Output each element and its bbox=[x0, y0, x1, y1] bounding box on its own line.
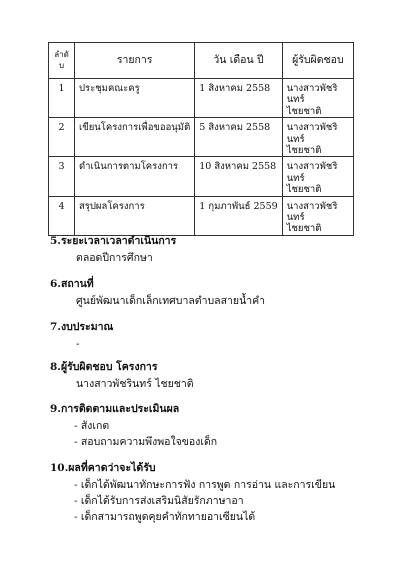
row-responsible: นางสาวพัชรินทร์ ไชยชาติ bbox=[282, 157, 353, 196]
section-location bbox=[50, 275, 265, 309]
section-list bbox=[50, 477, 335, 525]
row-no: 4 bbox=[49, 196, 75, 235]
row-no: 2 bbox=[49, 118, 75, 157]
table-header-row bbox=[49, 43, 354, 79]
section-body: - bbox=[76, 338, 80, 350]
row-item: ดำเนินการตามโครงการ bbox=[75, 157, 195, 196]
row-date: 1 กุมภาพันธ์ 2559 bbox=[195, 196, 282, 235]
section-title: 8.ผู้รับผิดชอบ โครงการ bbox=[50, 361, 158, 373]
row-item: สรุปผลโครงการ bbox=[75, 196, 195, 235]
table-row bbox=[49, 118, 354, 157]
section-title: 10.ผลที่คาดว่าจะได้รับ bbox=[50, 462, 156, 474]
row-responsible: นางสาวพัชรินทร์ ไชยชาติ bbox=[282, 196, 353, 235]
row-date: 1 สิงหาคม 2558 bbox=[195, 79, 282, 118]
row-responsible: นางสาวพัชรินทร์ ไชยชาติ bbox=[282, 79, 353, 118]
table-row bbox=[49, 196, 354, 235]
section-duration bbox=[50, 232, 176, 266]
row-no: 1 bbox=[49, 79, 75, 118]
section-evaluation bbox=[50, 400, 217, 450]
section-expected-results bbox=[50, 459, 335, 525]
row-responsible: นางสาวพัชรินทร์ ไชยชาติ bbox=[282, 118, 353, 157]
project-schedule-table bbox=[48, 42, 354, 236]
section-body: ตลอดปีการศึกษา bbox=[76, 252, 153, 264]
section-list bbox=[50, 418, 217, 450]
header-responsible: ผู้รับผิดชอบ bbox=[282, 43, 353, 79]
list-item: - เด็กสามารถพูดคุยคำทักทายอาเซียนได้ bbox=[74, 509, 335, 525]
section-body: นางสาวพัชรินทร์ ไชยชาติ bbox=[76, 378, 194, 390]
header-date: วัน เดือน ปี bbox=[195, 43, 282, 79]
list-item: - สังเกต bbox=[74, 418, 217, 434]
header-item: รายการ bbox=[75, 43, 195, 79]
table-row bbox=[49, 79, 354, 118]
table-row bbox=[49, 157, 354, 196]
row-no: 3 bbox=[49, 157, 75, 196]
section-title: 6.สถานที่ bbox=[50, 278, 94, 290]
row-date: 10 สิงหาคม 2558 bbox=[195, 157, 282, 196]
section-title: 5.ระยะเวลาเวลาดำเนินการ bbox=[50, 235, 177, 247]
row-date: 5 สิงหาคม 2558 bbox=[195, 118, 282, 157]
section-budget bbox=[50, 318, 113, 352]
header-no: ลำดั บ bbox=[49, 43, 75, 79]
section-title: 9.การติดตามและประเมินผล bbox=[50, 403, 180, 415]
section-title: 7.งบประมาณ bbox=[50, 321, 114, 333]
section-responsible bbox=[50, 358, 194, 392]
list-item: - สอบถามความพึงพอใจของเด็ก bbox=[74, 434, 217, 450]
row-item: ประชุมคณะครู bbox=[75, 79, 195, 118]
list-item: - เด็กได้พัฒนาทักษะการฟัง การพูด การอ่าน และการเขียน bbox=[74, 477, 335, 493]
row-item: เขียนโครงการเพื่อขออนุมัติ bbox=[75, 118, 195, 157]
list-item: - เด็กได้รับการส่งเสริมนิสัยรักภาษาอา bbox=[74, 493, 335, 509]
section-body: ศูนย์พัฒนาเด็กเล็กเทศบาลตำบลสายน้ำคำ bbox=[76, 295, 266, 307]
